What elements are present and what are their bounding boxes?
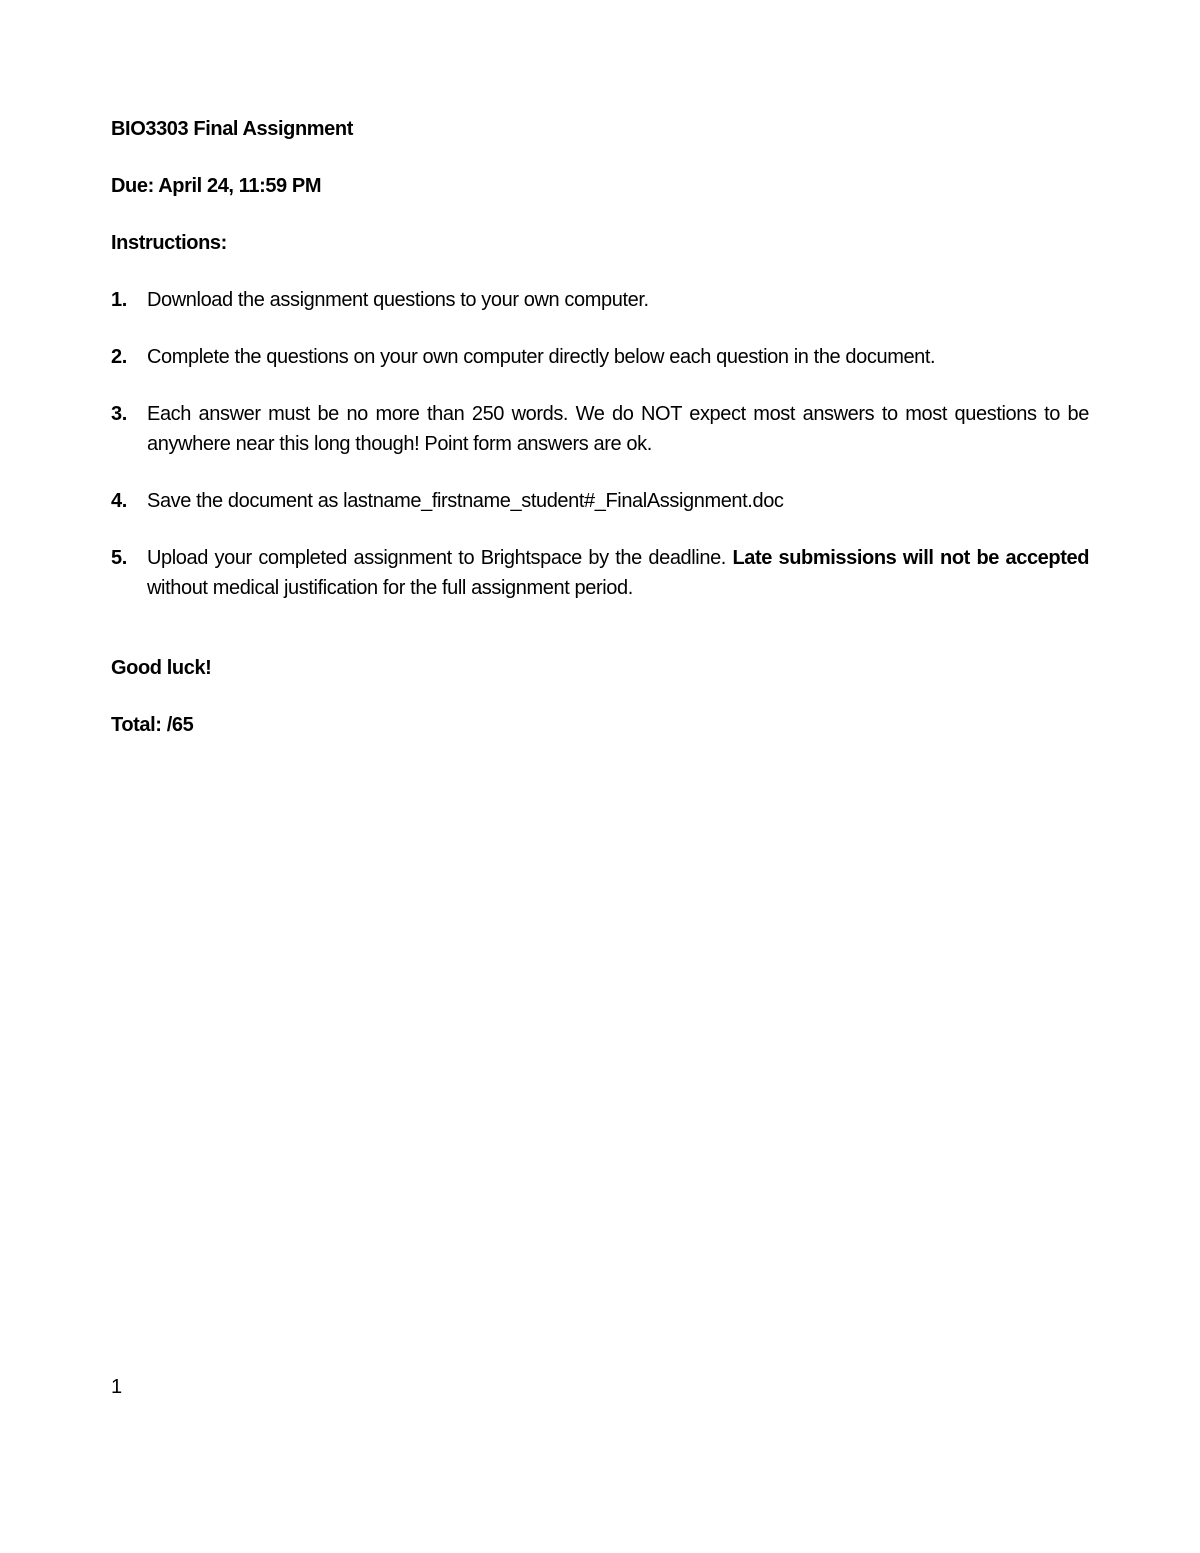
instruction-number: 2. <box>111 346 127 368</box>
due-date: Due: April 24, 11:59 PM <box>111 175 322 197</box>
total-score: Total: /65 <box>111 714 194 736</box>
instruction-number: 3. <box>111 403 127 425</box>
instruction-number: 4. <box>111 490 127 512</box>
page-number: 1 <box>111 1376 123 1398</box>
instruction-number: 1. <box>111 289 127 311</box>
instruction-text: Download the assignment questions to your own computer. <box>147 289 649 311</box>
instruction-text: Save the document as lastname_firstname_student#_FinalAssignment.doc <box>147 490 784 512</box>
instruction-list <box>111 285 1089 603</box>
instructions-heading: Instructions: <box>111 232 227 254</box>
instruction-item <box>111 486 1089 516</box>
instruction-text-start: Upload your completed assignment to Brightspace by the deadline. <box>147 547 733 569</box>
instruction-text: Each answer must be no more than 250 words. We do NOT expect most answers to most questions to be anywhere near this long though! Point form answers are ok. <box>147 403 1089 455</box>
good-luck-text: Good luck! <box>111 657 212 679</box>
instruction-number: 5. <box>111 547 127 569</box>
document-body <box>111 114 1089 740</box>
instruction-item <box>111 285 1089 315</box>
instruction-text: Complete the questions on your own computer directly below each question in the document. <box>147 346 936 368</box>
instruction-item <box>111 342 1089 372</box>
instruction-text-end: without medical justification for the full assignment period. <box>147 577 633 599</box>
instruction-item <box>111 543 1089 603</box>
late-submission-warning: Late submissions will not be accepted <box>732 547 1090 569</box>
document-title: BIO3303 Final Assignment <box>111 118 353 140</box>
instruction-item <box>111 399 1089 459</box>
